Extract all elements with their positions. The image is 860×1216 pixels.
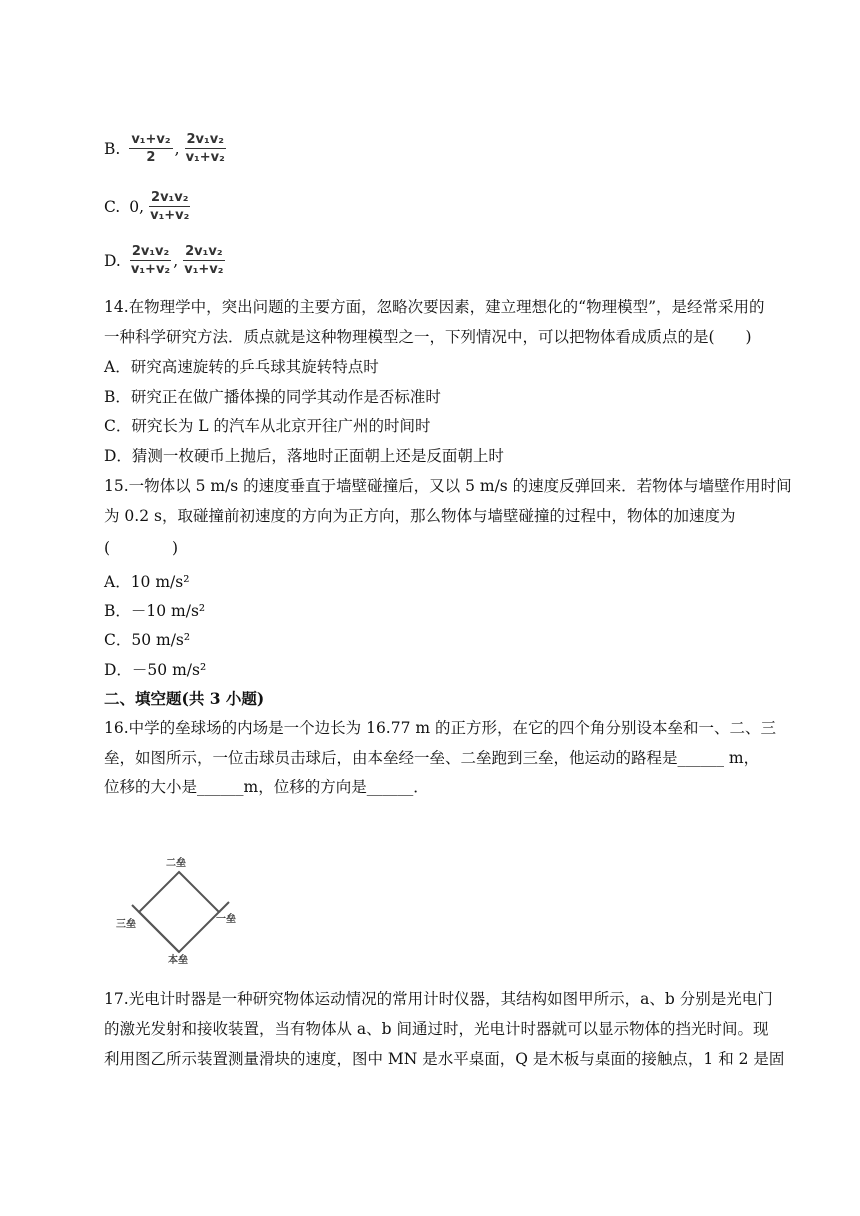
diamond-square bbox=[139, 872, 219, 952]
q13-option-d-fraction-1 bbox=[130, 244, 171, 277]
q13-option-b bbox=[104, 132, 227, 165]
q13-option-b-fraction-2 bbox=[185, 132, 226, 165]
q13-option-c-value: 0, bbox=[129, 197, 145, 216]
label-second-base: 二垒 bbox=[166, 858, 186, 869]
q15-option-d: D．－50 m/s² bbox=[104, 661, 207, 679]
q14-option-a: A．研究高速旋转的乒乓球其旋转特点时 bbox=[104, 358, 379, 376]
q17-stem-line-3: 利用图乙所示装置测量滑块的速度，图中 MN 是水平桌面，Q 是木板与桌面的接触点，1 和 2 是固 bbox=[104, 1050, 785, 1068]
fraction-denominator: 2 bbox=[146, 150, 156, 165]
fraction-denominator: v₁+v₂ bbox=[130, 262, 171, 277]
q17-stem-line-2: 的激光发射和接收装置，当有物体从 a、b 间通过时，光电计时器就可以显示物体的挡光时间。现 bbox=[104, 1020, 769, 1038]
q13-option-c bbox=[104, 190, 191, 223]
fraction-separator: , bbox=[173, 251, 179, 270]
q13-option-d-fraction-2 bbox=[183, 244, 224, 277]
fraction-numerator: 2v₁v₂ bbox=[151, 190, 189, 205]
q13-option-c-label: C. bbox=[104, 197, 121, 216]
q17-stem-line-1: 17.光电计时器是一种研究物体运动情况的常用计时仪器，其结构如图甲所示，a、b 分别是光电门 bbox=[104, 990, 773, 1008]
q14-option-b: B．研究正在做广播体操的同学其动作是否标准时 bbox=[104, 388, 441, 406]
q14-stem-line-1: 14.在物理学中，突出问题的主要方面，忽略次要因素，建立理想化的“物理模型”，是经常采用的 bbox=[104, 298, 765, 316]
fraction-denominator: v₁+v₂ bbox=[184, 262, 224, 277]
q14-option-d: D．猜测一枚硬币上抛后，落地时正面朝上还是反面朝上时 bbox=[104, 447, 504, 465]
q13-option-d bbox=[104, 244, 226, 277]
label-first-base: 一垒 bbox=[216, 914, 236, 925]
foul-line-right bbox=[219, 902, 229, 912]
q15-option-a: A．10 m/s² bbox=[104, 573, 190, 591]
q13-option-c-fraction bbox=[149, 190, 190, 223]
label-home-plate: 本垒 bbox=[168, 955, 188, 964]
foul-line-left bbox=[132, 905, 179, 952]
fraction-numerator: 2v₁v₂ bbox=[185, 244, 223, 259]
q16-stem-line-2: 垒，如图所示，一位击球员击球后，由本垒经一垒、二垒跑到三垒，他运动的路程是______ m， bbox=[104, 749, 760, 767]
q13-option-d-label: D. bbox=[104, 251, 121, 270]
q13-option-b-fraction-1 bbox=[129, 132, 172, 165]
q16-stem-line-1: 16.中学的垒球场的内场是一个边长为 16.77 m 的正方形，在它的四个角分别设本垒和一、二、三 bbox=[104, 719, 777, 737]
q14-option-c: C．研究长为 L 的汽车从北京开往广州的时间时 bbox=[104, 417, 431, 435]
fraction-numerator: 2v₁v₂ bbox=[186, 132, 224, 147]
q15-option-b: B．－10 m/s² bbox=[104, 602, 206, 620]
q15-option-c: C．50 m/s² bbox=[104, 631, 191, 649]
q15-stem-line-2: 为 0.2 s，取碰撞前初速度的方向为正方向，那么物体与墙壁碰撞的过程中，物体的加速度为 bbox=[104, 507, 736, 525]
baseball-diamond-diagram bbox=[112, 852, 246, 964]
fraction-numerator: 2v₁v₂ bbox=[131, 244, 170, 259]
q14-stem-line-2: 一种科学研究方法．质点就是这种物理模型之一，下列情况中，可以把物体看成质点的是( ) bbox=[104, 328, 752, 346]
q13-option-b-label: B. bbox=[104, 139, 121, 158]
label-third-base: 三垒 bbox=[116, 919, 136, 930]
q15-stem-line-3: ( ) bbox=[104, 539, 179, 557]
fraction-denominator: v₁+v₂ bbox=[150, 208, 190, 223]
fraction-numerator: v₁+v₂ bbox=[131, 132, 171, 147]
q16-stem-line-3: 位移的大小是______m，位移的方向是______． bbox=[104, 778, 429, 796]
fraction-denominator: v₁+v₂ bbox=[185, 150, 225, 165]
section-heading: 二、填空题(共 3 小题) bbox=[104, 689, 265, 708]
fraction-separator: , bbox=[174, 139, 180, 158]
q15-stem-line-1: 15.一物体以 5 m/s 的速度垂直于墙壁碰撞后，又以 5 m/s 的速度反弹回来．若物体与墙壁作用时间 bbox=[104, 477, 792, 495]
